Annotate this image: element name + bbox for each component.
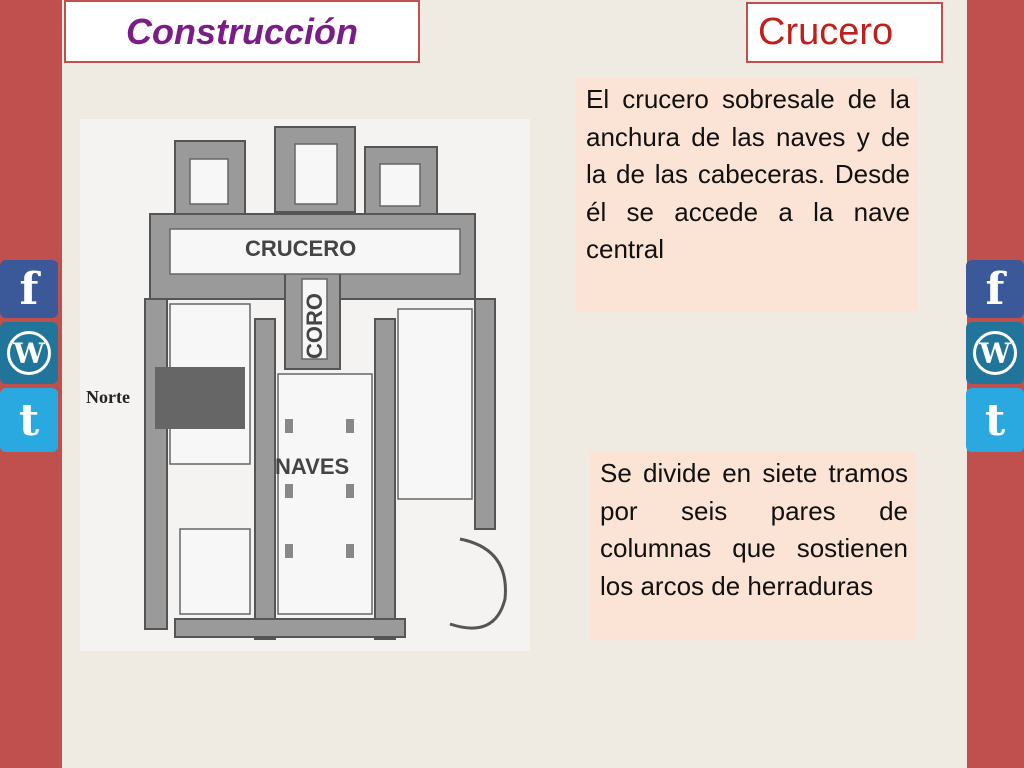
column bbox=[346, 544, 354, 558]
label-coro: CORO bbox=[302, 293, 327, 359]
slide-title: Construcción bbox=[125, 10, 358, 52]
apse-right-interior bbox=[380, 164, 420, 206]
title-box bbox=[64, 0, 420, 63]
social-icons-right bbox=[966, 260, 1024, 456]
curved-wall bbox=[450, 539, 505, 628]
facebook-glyph: f bbox=[19, 263, 39, 315]
twitter-glyph: t bbox=[984, 394, 1006, 446]
facebook-icon[interactable] bbox=[0, 260, 58, 318]
slide-subtitle: Crucero bbox=[758, 11, 894, 53]
twitter-icon[interactable] bbox=[0, 388, 58, 452]
floor-plan-drawing bbox=[80, 119, 530, 651]
twitter-glyph: t bbox=[18, 394, 40, 446]
room-bottom-left bbox=[180, 529, 250, 614]
twitter-icon[interactable] bbox=[966, 388, 1024, 452]
column bbox=[285, 484, 293, 498]
description-crucero: El crucero sobresale de la anchura de las naves y de la de las cabeceras. Desde él se accede a la nave central bbox=[576, 78, 918, 312]
nave-wall-left bbox=[255, 319, 275, 639]
wall-right bbox=[475, 299, 495, 529]
wall-bottom bbox=[175, 619, 405, 637]
wall-left bbox=[145, 299, 167, 629]
floor-plan-image bbox=[80, 119, 530, 651]
wordpress-glyph: W bbox=[973, 331, 1017, 375]
column bbox=[285, 544, 293, 558]
apse-center-interior bbox=[295, 144, 337, 204]
facebook-icon[interactable] bbox=[966, 260, 1024, 318]
facebook-glyph: f bbox=[985, 263, 1005, 315]
description-tramos: Se divide en siete tramos por seis pares de columnas que sostienen los arcos de herraduras bbox=[590, 452, 916, 640]
label-crucero: CRUCERO bbox=[245, 236, 357, 261]
label-naves: NAVES bbox=[275, 454, 350, 479]
nave-wall-right bbox=[375, 319, 395, 639]
wordpress-glyph: W bbox=[7, 331, 51, 375]
column bbox=[285, 419, 293, 433]
wordpress-icon[interactable] bbox=[0, 322, 58, 384]
side-room-right bbox=[398, 309, 472, 499]
apse-left-interior bbox=[190, 159, 228, 204]
column bbox=[346, 419, 354, 433]
label-norte: Norte bbox=[86, 387, 130, 407]
north-porch bbox=[155, 367, 245, 429]
social-icons-left bbox=[0, 260, 60, 456]
subtitle-box bbox=[746, 2, 943, 63]
wordpress-icon[interactable] bbox=[966, 322, 1024, 384]
column bbox=[346, 484, 354, 498]
